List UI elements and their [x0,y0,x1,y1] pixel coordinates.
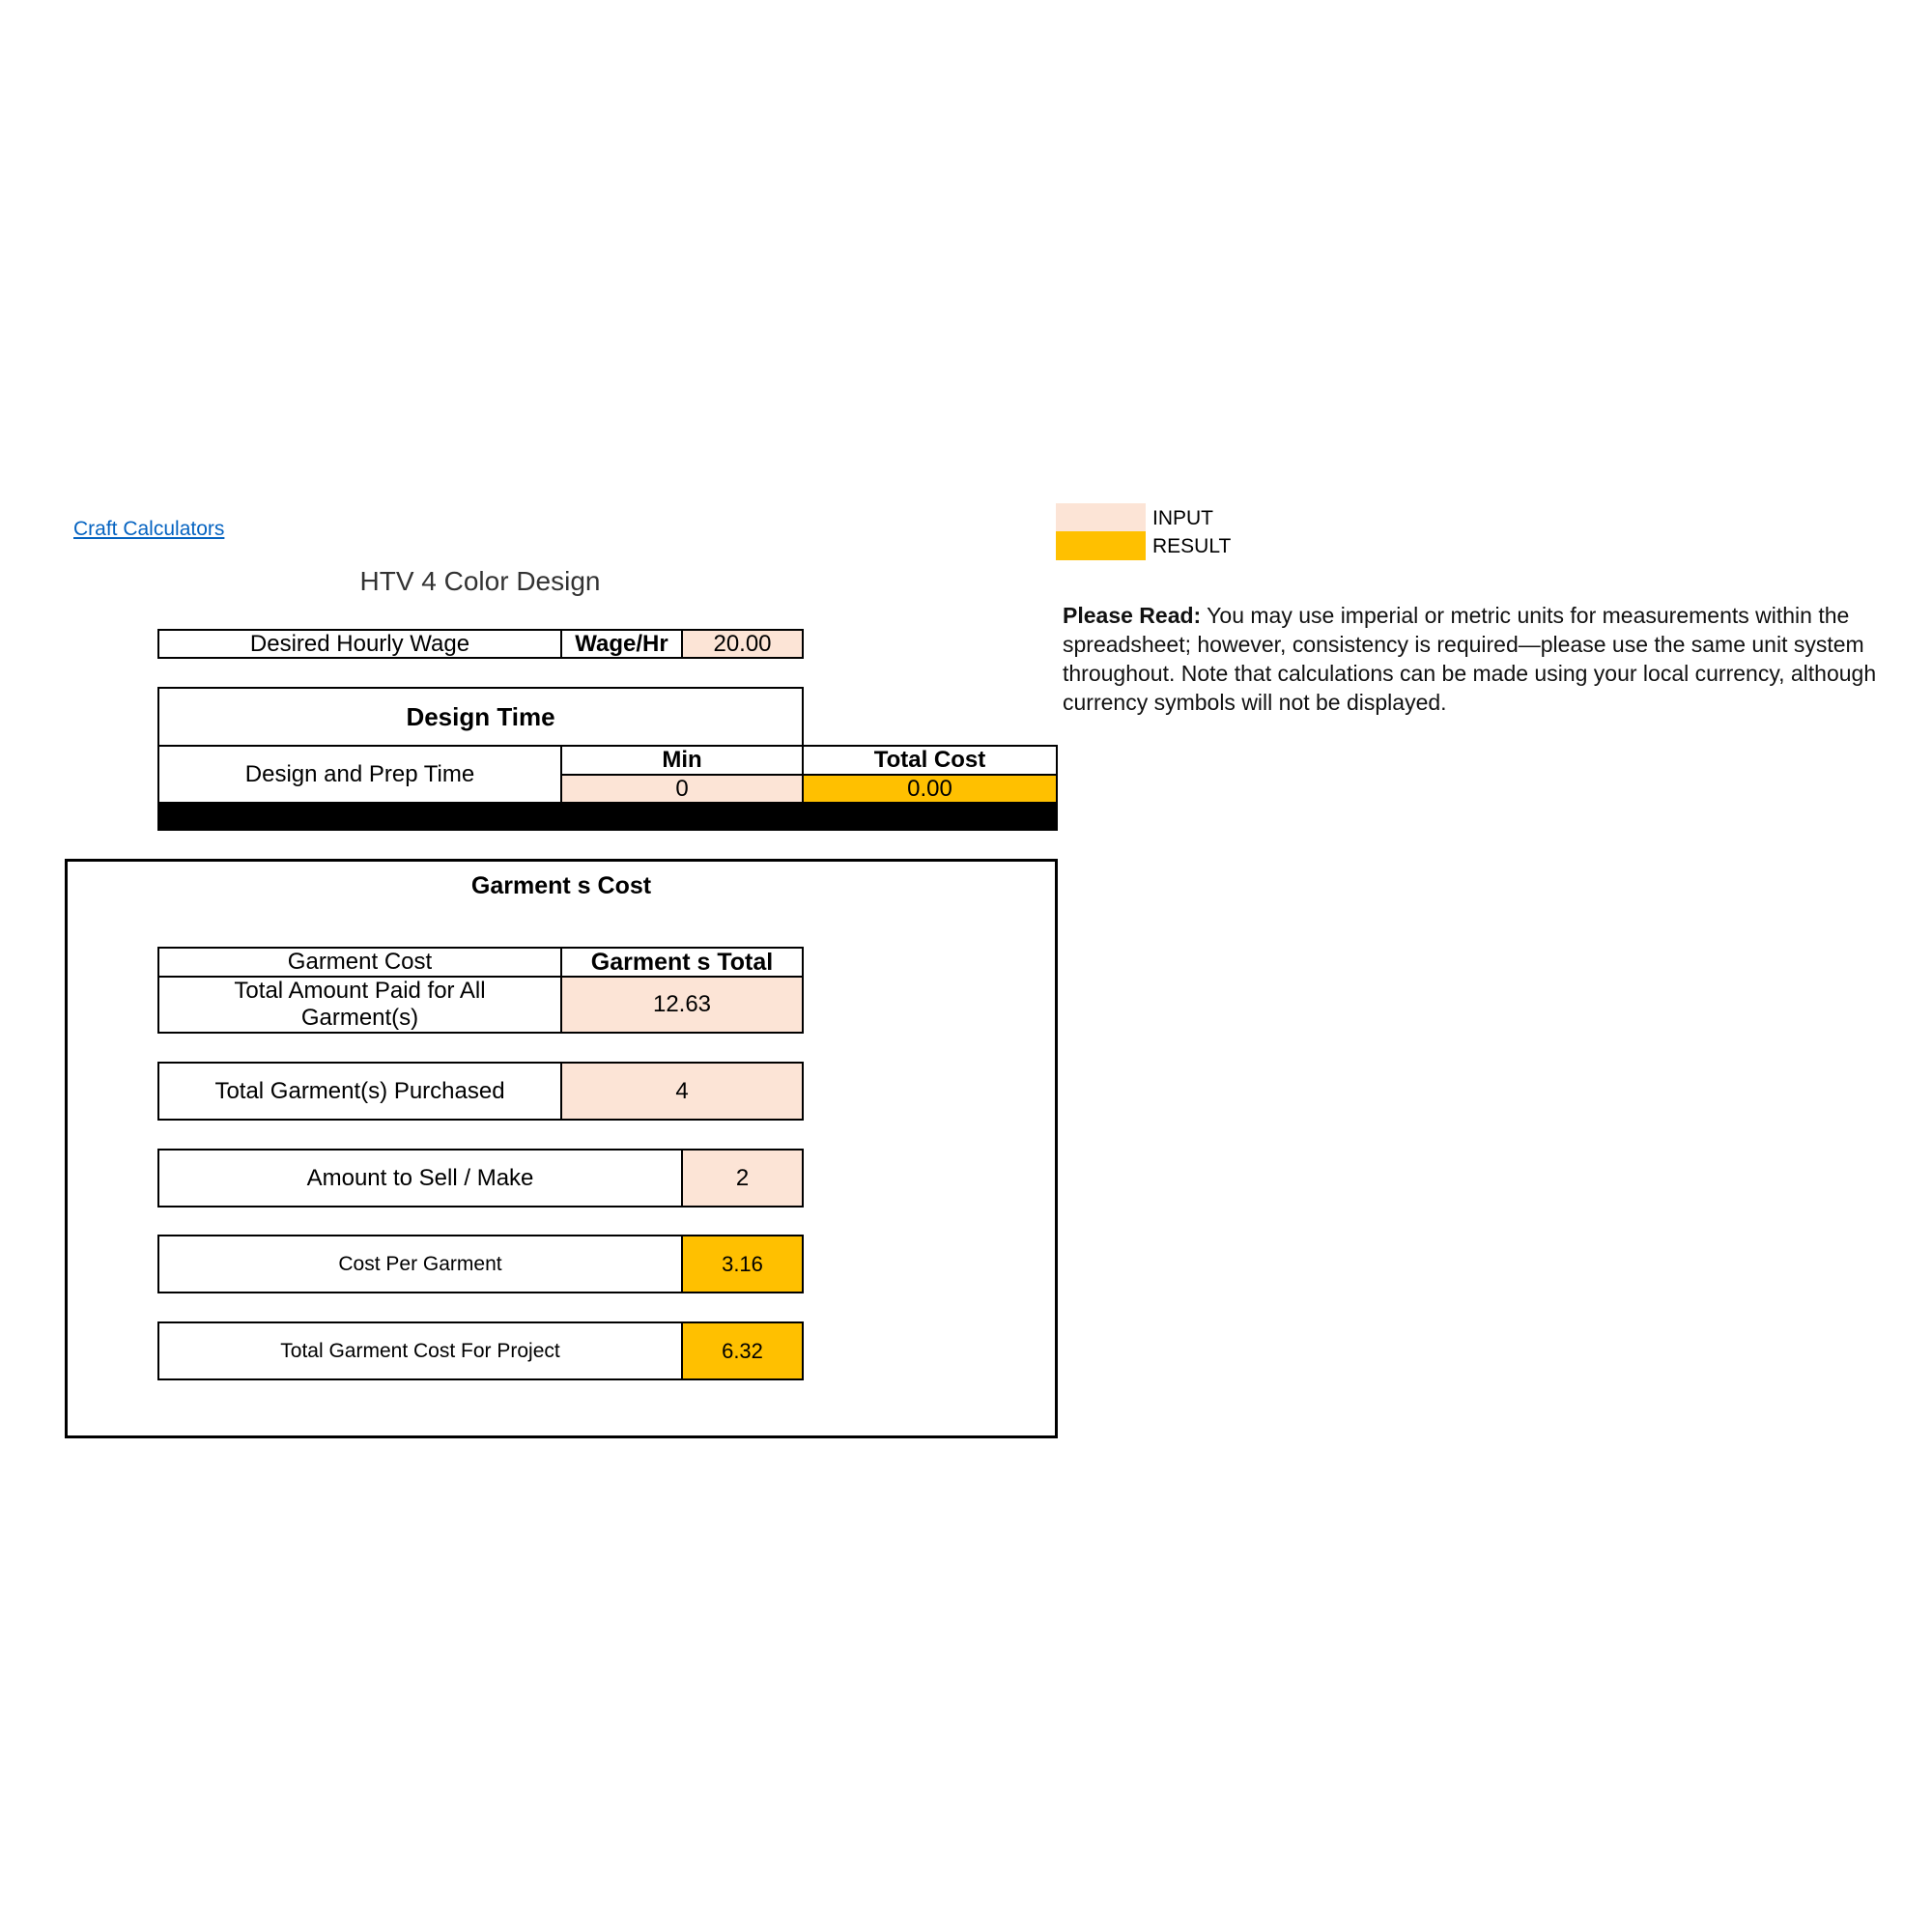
craft-calculators-link[interactable]: Craft Calculators [73,518,225,540]
page-title: HTV 4 Color Design [359,566,601,596]
cost-per-garment-result: 3.16 [681,1235,804,1293]
min-header: Min [560,745,804,776]
divider-bar [157,802,1058,831]
result-swatch [1056,531,1146,560]
total-paid-input[interactable]: 12.63 [560,976,804,1034]
please-read-note [1063,601,1908,717]
input-swatch [1056,503,1146,532]
total-cost-header: Total Cost [802,745,1058,776]
project-cost-label: Total Garment Cost For Project [157,1321,683,1380]
design-total-cost-result: 0.00 [802,774,1058,804]
result-legend-label: RESULT [1152,535,1232,557]
amount-input[interactable]: 2 [681,1149,804,1208]
project-cost-result: 6.32 [681,1321,804,1380]
cost-per-garment-label: Cost Per Garment [157,1235,683,1293]
design-minutes-input[interactable]: 0 [560,774,804,804]
garments-section-title: Garment s Cost [470,872,652,899]
design-prep-time-label: Design and Prep Time [157,745,562,804]
design-time-header: Design Time [157,687,804,747]
garment-cost-header: Garment Cost [157,947,562,978]
purchased-label: Total Garment(s) Purchased [157,1062,562,1121]
wage-per-hour-label: Wage/Hr [560,629,683,659]
garments-total-header: Garment s Total [560,947,804,978]
note-heading: Please Read: [1063,603,1202,628]
note-text: You may use imperial or metric units for measurements within the spreadsheet; however, consistency is required—please use the same unit system throughout. Note that calculations can be made using your local currency, although currency symbols will not be displayed. [1063,603,1877,715]
amount-label: Amount to Sell / Make [157,1149,683,1208]
purchased-input[interactable]: 4 [560,1062,804,1121]
hourly-wage-input[interactable]: 20.00 [681,629,804,659]
hourly-wage-label: Desired Hourly Wage [157,629,562,659]
total-paid-label: Total Amount Paid for All Garment(s) [157,976,562,1034]
input-legend-label: INPUT [1152,507,1213,529]
